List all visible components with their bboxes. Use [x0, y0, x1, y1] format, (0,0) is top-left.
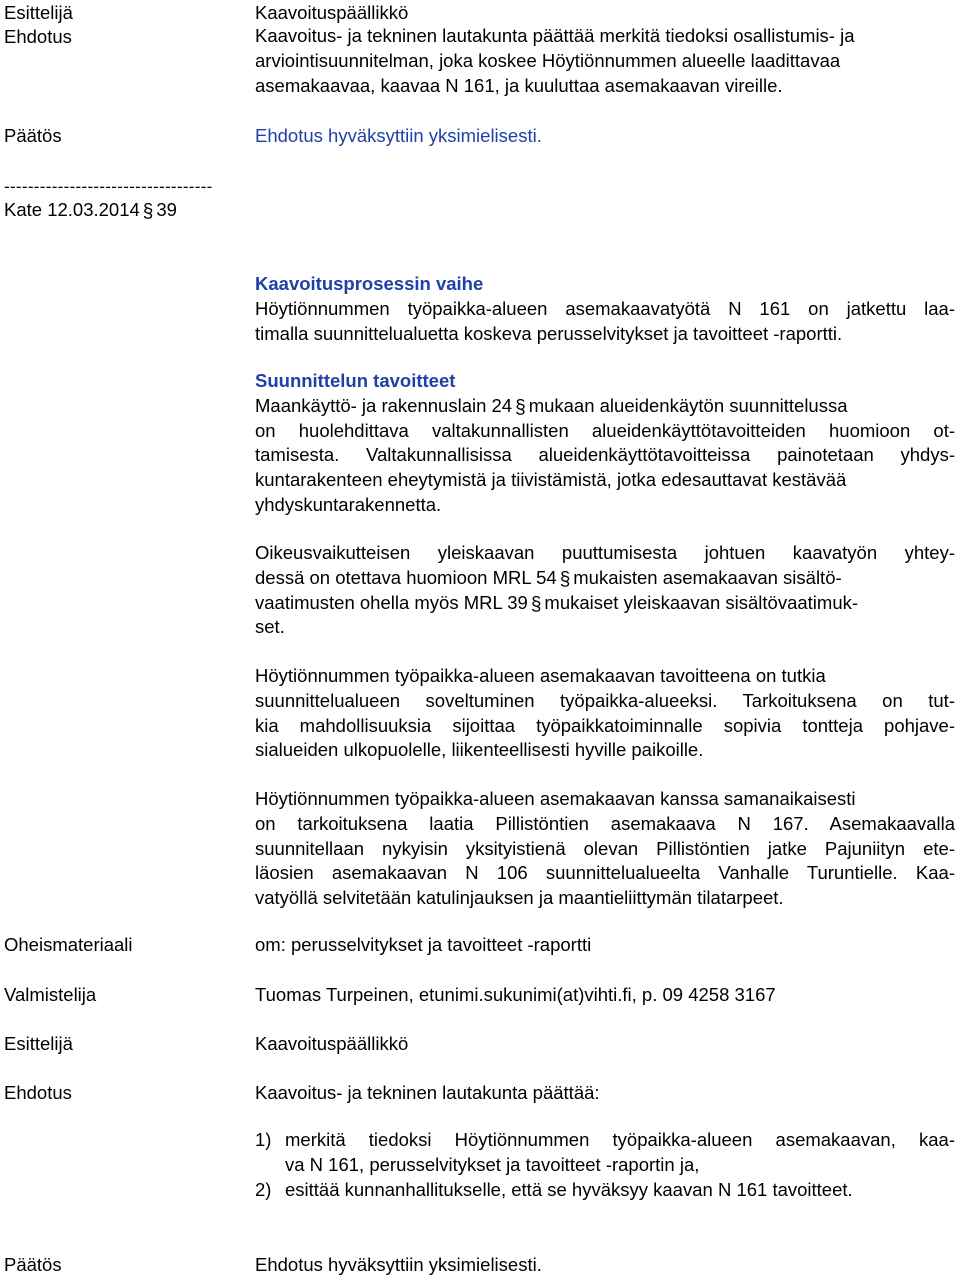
section-sign-icon: § [142, 201, 154, 222]
separator-line: ----------------------------------- [4, 177, 213, 196]
oheismateriaali-label: Oheismateriaali [4, 934, 133, 955]
list-number: 2) [255, 1178, 272, 1200]
kate-number: 39 [156, 199, 177, 220]
text-line: asemakaavaa, kaavaa N 161, ja kuuluttaa asemakaavan vireille. [255, 74, 783, 96]
oikeus-paragraph [255, 541, 955, 640]
text-line: vatyöllä selvitetään katulinjauksen ja maantieliittymän tilatarpeet. [255, 887, 784, 909]
valmistelija-label: Valmistelija [4, 984, 97, 1005]
ehdotus-label-footer: Ehdotus [4, 1082, 72, 1103]
list-item [255, 1128, 955, 1178]
esittelija-value: Kaavoituspäällikkö [255, 2, 409, 23]
text-line: tamisesta. Valtakunnallisissa alueidenkäyttötavoitteissa painotetaan yhdys- [255, 444, 955, 466]
tavoitteet-section [255, 369, 955, 518]
list-number: 1) [255, 1129, 272, 1150]
esittelija-label-footer: Esittelijä [4, 1033, 73, 1054]
section-sign-icon: § [530, 593, 542, 615]
section-sign-icon: § [515, 396, 526, 418]
text-line: sialueiden ulkopuolelle, liikenteellisesti hyville paikoille. [255, 739, 704, 761]
oheismateriaali-value: om: perusselvitykset ja tavoitteet -raportti [255, 934, 592, 955]
ehdotus-label: Ehdotus [4, 26, 72, 47]
text-line [255, 566, 955, 591]
text-line: on huolehdittava valtakunnallisten alueidenkäyttötavoitteiden huomioon ot- [255, 419, 955, 441]
paatos-value-footer: Ehdotus hyväksyttiin yksimielisesti. [255, 1254, 542, 1275]
esittelija-value-footer: Kaavoituspäällikkö [255, 1033, 409, 1054]
vaihe-section [255, 272, 955, 346]
text-fragment: mukaan alueidenkäytön suunnittelussa [528, 394, 848, 416]
ehdotus-value-footer: Kaavoitus- ja tekninen lautakunta päättää: [255, 1082, 600, 1103]
tavoitteena-paragraph [255, 664, 955, 763]
text-line: läosien asemakaavan N 106 suunnittelualueelta Vanhalle Turuntielle. Kaa- [255, 862, 955, 884]
text-fragment: mukaisten asemakaavan sisältö- [573, 566, 842, 588]
ehdotus-text [255, 24, 955, 98]
list-item [255, 1178, 955, 1203]
text-line [255, 591, 955, 616]
esittelija-label: Esittelijä [4, 2, 73, 23]
text-fragment: Maankäyttö- ja rakennuslain 24 [255, 394, 513, 416]
text-fragment: mukaiset yleiskaavan sisältövaatimuk- [544, 591, 859, 613]
section-sign-icon: § [559, 568, 571, 590]
list-text: merkitä tiedoksi Höytiönnummen työpaikka-alueen asemakaavan, kaa- [285, 1129, 955, 1150]
decision-list [255, 1128, 955, 1202]
text-line [255, 394, 955, 419]
text-line: suunnitellaan nykyisin yksityistienä olevan Pillistöntien jatke Pajuniityn ete- [255, 837, 955, 859]
text-line: on tarkoituksena laatia Pillistöntien asemakaava N 167. Asemakaavalla [255, 812, 955, 834]
text-line: timalla suunnittelualuetta koskeva perusselvitykset ja tavoitteet -raportti. [255, 322, 843, 344]
text-line: Höytiönnummen työpaikka-alueen asemakaavan kanssa samanaikaisesti [255, 788, 856, 809]
kate-reference [4, 197, 177, 222]
valmistelija-value: Tuomas Turpeinen, etunimi.sukunimi(at)vihti.fi, p. 09 4258 3167 [255, 984, 776, 1005]
text-line: Höytiönnummen työpaikka-alueen asemakaavan tavoitteena on tutkia [255, 665, 826, 686]
section-heading: Suunnittelun tavoitteet [255, 370, 456, 391]
text-fragment: dessä on otettava huomioon MRL 54 [255, 566, 557, 588]
paatos-label-footer: Päätös [4, 1254, 62, 1275]
section-heading: Kaavoitusprosessin vaihe [255, 273, 484, 294]
paatos-label: Päätös [4, 125, 62, 146]
paatos-value: Ehdotus hyväksyttiin yksimielisesti. [255, 125, 542, 146]
text-line: kia mahdollisuuksia sijoittaa työpaikkatoiminnalle sopivia tontteja pohjave- [255, 714, 955, 736]
pillisto-paragraph [255, 787, 955, 911]
list-text: va N 161, perusselvitykset ja tavoitteet -raportin ja, [285, 1153, 700, 1175]
text-line: set. [255, 616, 285, 638]
text-line: Kaavoitus- ja tekninen lautakunta päättää merkitä tiedoksi osallistumis- ja [255, 25, 855, 46]
text-line: Höytiönnummen työpaikka-alueen asemakaavatyötä N 161 on jatkettu laa- [255, 297, 955, 319]
list-text: esittää kunnanhallitukselle, että se hyväksyy kaavan N 161 tavoitteet. [285, 1178, 853, 1200]
text-line: kuntarakenteen eheytymistä ja tiivistämistä, jotka edesauttavat kestävää [255, 469, 847, 491]
text-line: Oikeusvaikutteisen yleiskaavan puuttumisesta johtuen kaavatyön yhtey- [255, 542, 955, 563]
text-line: yhdyskuntarakennetta. [255, 493, 442, 515]
text-line: suunnittelualueen soveltuminen työpaikka-alueeksi. Tarkoituksena on tut- [255, 689, 955, 711]
kate-date: Kate 12.03.2014 [4, 199, 140, 220]
text-line: arviointisuunnitelman, joka koskee Höytiönnummen alueelle laadittavaa [255, 49, 841, 71]
text-fragment: vaatimusten ohella myös MRL 39 [255, 591, 528, 613]
